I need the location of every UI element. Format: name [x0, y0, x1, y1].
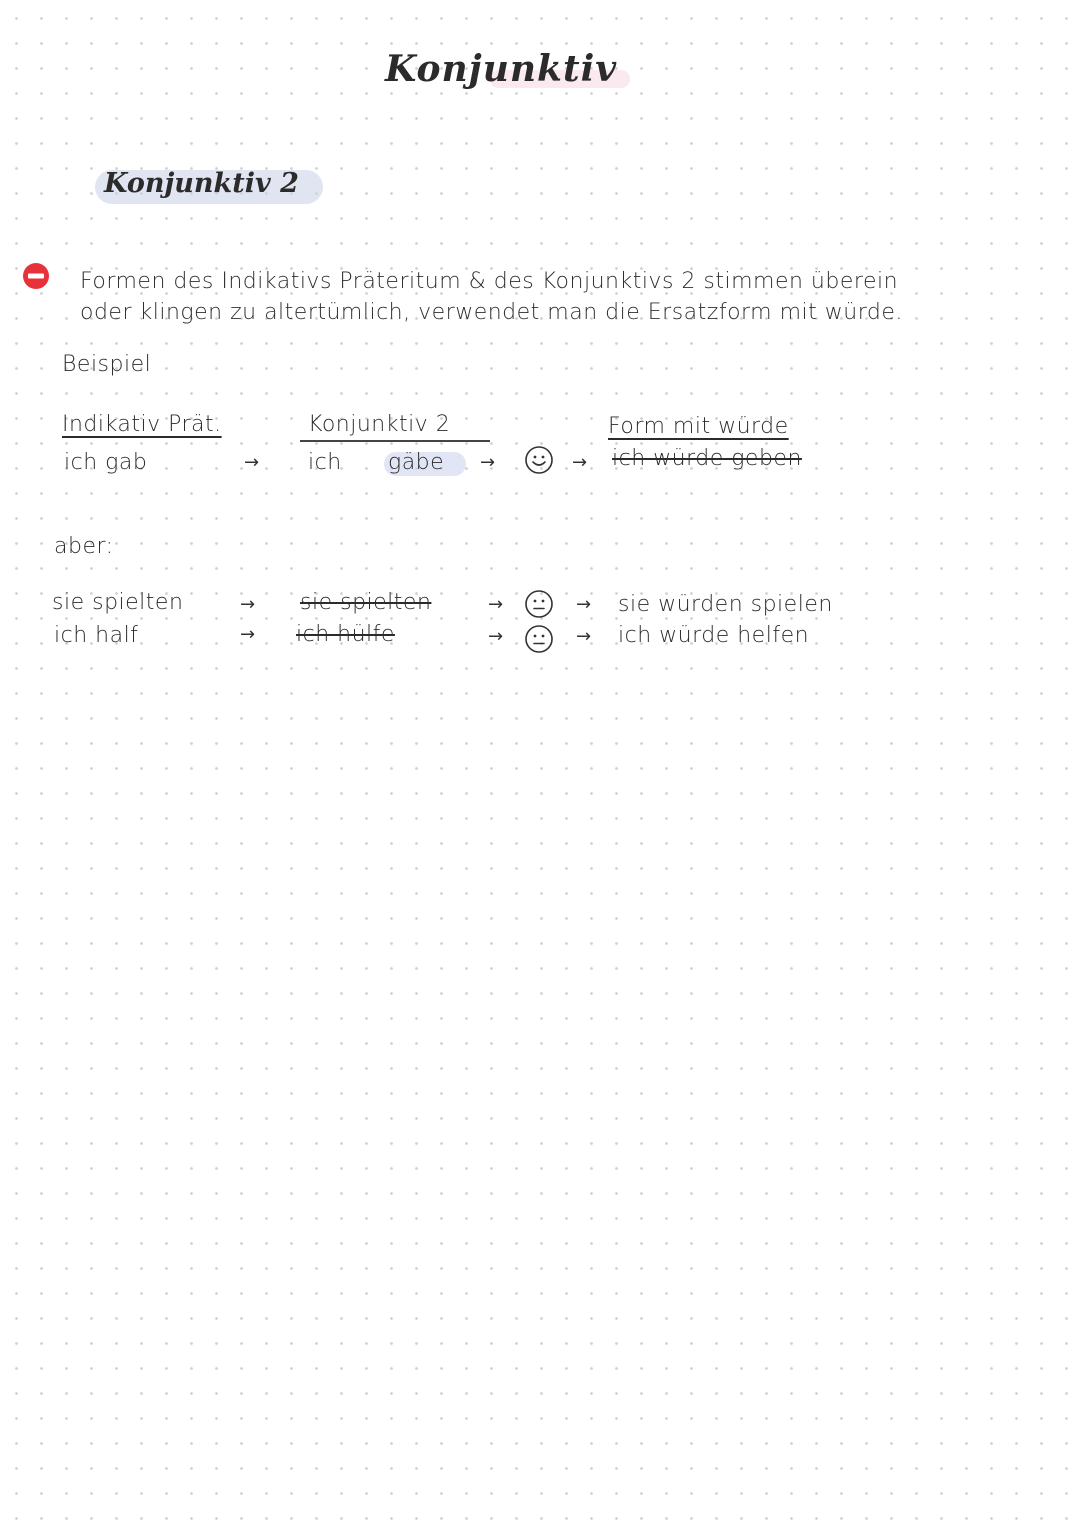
arrow-icon: →: [240, 624, 256, 645]
rule-line-2: oder klingen zu altertümlich, verwendet man die Ersatzform mit würde.: [80, 300, 903, 325]
page-title: Konjunktiv: [385, 48, 618, 90]
neutral-face-icon: [524, 624, 554, 654]
rule-line-1: Formen des Indikativs Präteritum & des Konjunktivs 2 stimmen überein: [80, 269, 899, 294]
arrow-icon: →: [488, 594, 504, 615]
rule-text: [80, 266, 903, 328]
column-konjunktiv: Konjunktiv 2: [308, 412, 451, 437]
smiley-icon: [524, 445, 554, 475]
aber-row-1-konjunktiv: sie spielten: [300, 590, 432, 615]
column-indikativ: Indikativ Prät.: [62, 412, 222, 437]
arrow-icon: →: [572, 452, 588, 473]
arrow-icon: →: [576, 594, 592, 615]
arrow-icon: →: [488, 626, 504, 647]
arrow-icon: →: [240, 594, 256, 615]
example-konjunktiv-pronoun: ich: [308, 450, 342, 475]
arrow-icon: →: [480, 452, 496, 473]
aber-heading: aber:: [54, 534, 114, 559]
example-heading: Beispiel: [62, 352, 152, 377]
column-konjunktiv-underline: [300, 440, 490, 442]
neutral-face-icon: [524, 589, 554, 619]
column-wuerde: Form mit würde: [608, 414, 789, 439]
section-title: Konjunktiv 2: [104, 168, 299, 199]
example-indikativ: ich gab: [64, 450, 148, 475]
aber-row-1-indikativ: sie spielten: [52, 590, 184, 615]
example-konjunktiv-verb: gäbe: [388, 450, 445, 475]
stop-icon: [22, 262, 50, 290]
example-wuerde: ich würde geben: [612, 446, 802, 471]
arrow-icon: →: [576, 626, 592, 647]
aber-row-2-indikativ: ich half: [54, 623, 139, 648]
aber-row-2-konjunktiv: ich hülfe: [296, 622, 395, 647]
aber-row-2-wuerde: ich würde helfen: [618, 623, 810, 648]
aber-row-1-wuerde: sie würden spielen: [618, 592, 833, 617]
arrow-icon: →: [244, 452, 260, 473]
